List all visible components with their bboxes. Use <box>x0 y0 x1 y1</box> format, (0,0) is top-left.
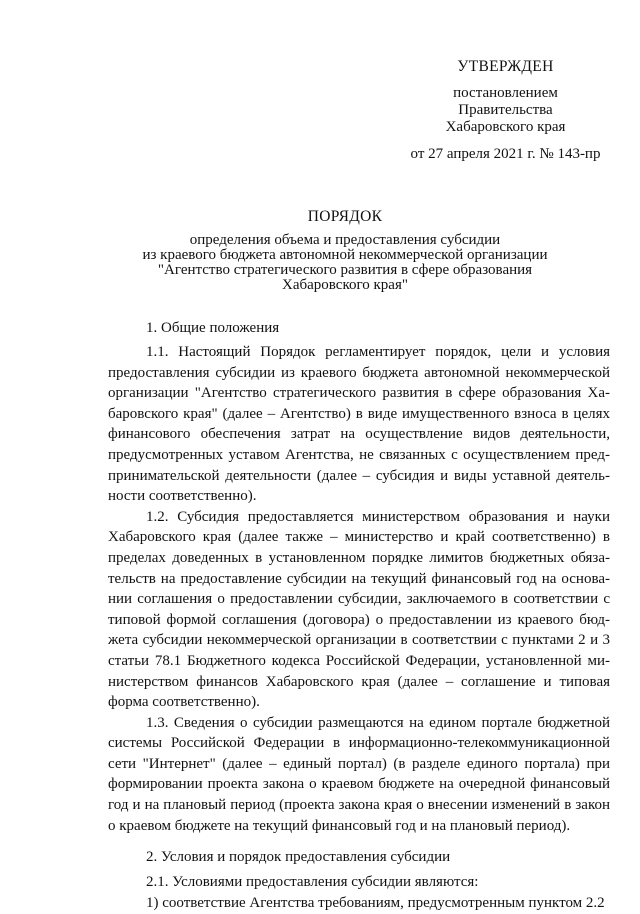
paragraph-1-1 <box>108 342 610 507</box>
text-line: предоставления субсидии из краевого бюджета автономной некоммерческой <box>108 364 610 381</box>
text-line: нистерством финансов Хабаровского края (далее – соглашение и типовая <box>108 673 610 690</box>
text-line: формировании проекта закона о краевом бюджете на очередной финансовый <box>108 776 610 793</box>
section-heading: 1. Общие положения <box>146 320 280 336</box>
approval-line: Правительства <box>458 102 553 118</box>
text-line: ности соответственно). <box>108 488 257 505</box>
text-line: Хабаровского края (далее также – министерство и край соответственно) в <box>108 529 610 546</box>
text-line: тельств на предоставление субсидии на текущий финансовый год на основа- <box>108 570 610 587</box>
title-heading: ПОРЯДОК <box>307 208 383 225</box>
text-line: баровского края" (далее – Агентство) в виде имущественного взноса в целях <box>108 405 610 422</box>
text-line: финансового обеспечения затрат на осуществление видов деятельности, <box>108 426 610 443</box>
text-line: принимательской деятельности (далее – субсидия и виды уставной деятель- <box>108 467 610 484</box>
condition-line: 2.1. Условиями предоставления субсидии являются: <box>146 874 479 891</box>
text-line: 1.1. Настоящий Порядок регламентирует порядок, цели и условия <box>146 344 610 360</box>
text-line: о краевом бюджете на текущий финансовый год и на плановый период). <box>108 817 571 834</box>
condition-line: 1) соответствие Агентства требованиям, предусмотренным пунктом 2.2 <box>146 895 605 912</box>
text-line: нии соглашения о предоставлении субсидии, заключаемого в соответствии с <box>108 591 610 608</box>
approval-line: Хабаровского края <box>445 119 566 135</box>
text-line: статьи 78.1 Бюджетного кодекса Российской Федерации, установленной ми- <box>108 652 610 669</box>
approval-line: постановлением <box>453 85 558 101</box>
paragraph-1-2 <box>108 507 610 713</box>
title-line: из краевого бюджета автономной некоммерческой организации <box>142 247 548 263</box>
document-title <box>130 209 560 293</box>
approved-label: УТВЕРЖДЕН <box>457 58 554 75</box>
text-line: сети "Интернет" (далее – единый портал) (в разделе единого портала) при <box>108 755 610 772</box>
text-line: 1.3. Сведения о субсидии размещаются на едином портале бюджетной <box>146 714 610 731</box>
title-line: "Агентство стратегического развития в сфере образования <box>157 262 533 278</box>
text-line: 1.2. Субсидия предоставляется министерством образования и науки <box>146 508 610 525</box>
document-body <box>108 318 610 914</box>
section-heading: 2. Условия и порядок предоставления субсидии <box>146 849 451 866</box>
approval-stamp <box>398 58 613 163</box>
title-line: Хабаровского края" <box>282 277 408 293</box>
paragraph-1-3 <box>108 713 610 837</box>
text-line: жета субсидии некоммерческой организации в соответствии с пунктами 2 и 3 <box>108 632 610 649</box>
approval-date: от 27 апреля 2021 г. № 143-пр <box>410 146 601 162</box>
text-line: год и на плановый период (проекта закона края о внесении изменений в закон <box>108 797 610 814</box>
text-line: системы Российской Федерации в информационно-телекоммуникационной <box>108 735 610 752</box>
text-line: форма соответственно). <box>108 694 260 711</box>
text-line: пределах доведенных в установленном порядке лимитов бюджетных обяза- <box>108 549 610 566</box>
text-line: предусмотренных уставом Агентства, не связанных с осуществлением пред- <box>108 446 610 463</box>
text-line: типовой формой соглашения (договора) о предоставлении из краевого бюд- <box>108 611 610 628</box>
title-line: определения объема и предоставления субсидии <box>189 232 501 248</box>
text-line: организации "Агентство стратегического развития в сфере образования Ха- <box>108 385 610 402</box>
